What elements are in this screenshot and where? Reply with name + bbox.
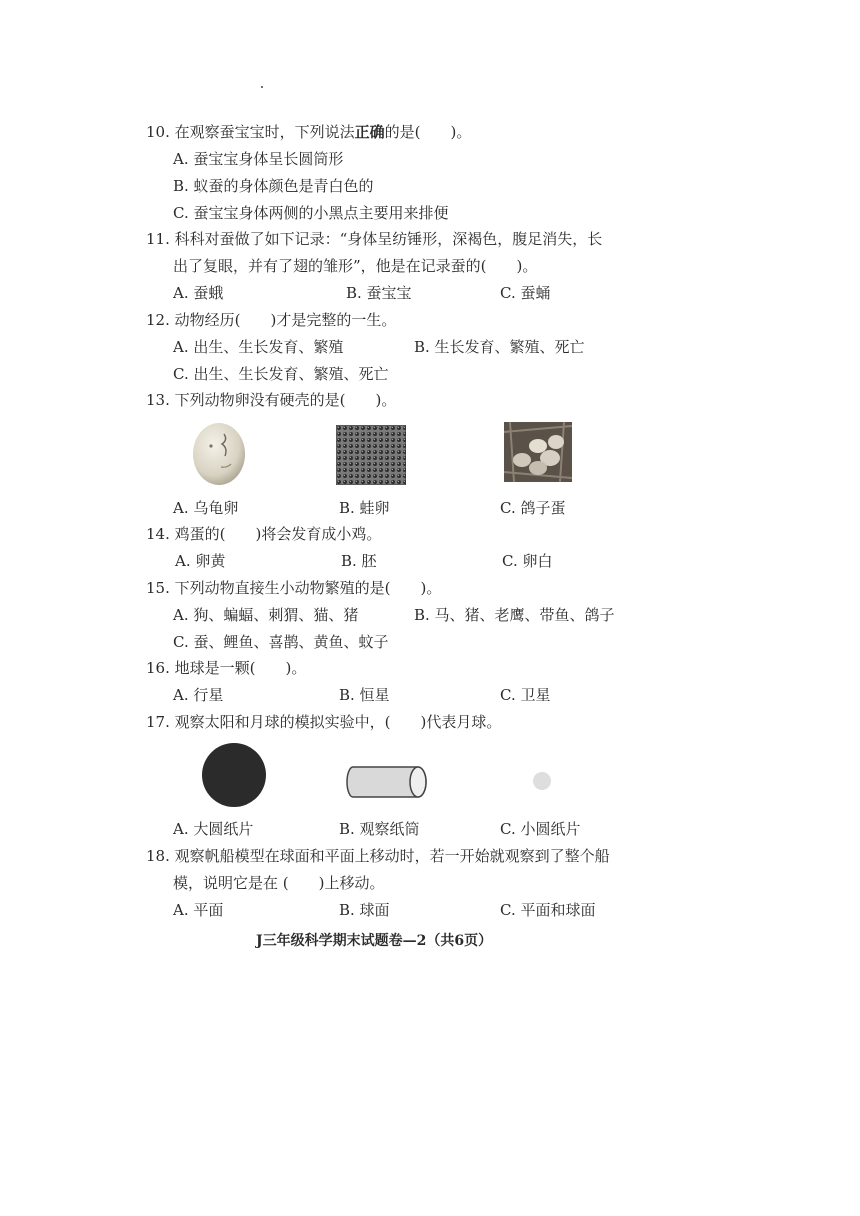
turtle-egg-image — [191, 420, 247, 486]
q11-option-a: A. 蚕蛾 — [173, 284, 224, 302]
q12-option-c: C. 出生、生长发育、繁殖、死亡 — [173, 365, 389, 383]
frog-eggs-image — [336, 425, 406, 485]
q14-option-c: C. 卵白 — [502, 552, 553, 570]
q17-option-b: B. 观察纸筒 — [339, 820, 420, 838]
q14-option-b: B. 胚 — [341, 552, 377, 570]
stray-dot — [261, 86, 263, 88]
small-disc-image — [532, 771, 552, 791]
q16-option-b: B. 恒星 — [339, 686, 390, 704]
q11-option-c: C. 蚕蛹 — [500, 284, 551, 302]
q18-option-a: A. 平面 — [173, 901, 224, 919]
q18-option-c: C. 平面和球面 — [500, 901, 596, 919]
q16-option-c: C. 卫星 — [500, 686, 551, 704]
q15-stem: 15. 下列动物直接生小动物繁殖的是( )。 — [146, 579, 442, 597]
q13-option-b: B. 蛙卵 — [339, 499, 390, 517]
q18-stem-line1: 18. 观察帆船模型在球面和平面上移动时，若一开始就观察到了整个船 — [146, 847, 610, 865]
q13-option-a: A. 乌龟卵 — [173, 499, 239, 517]
q18-stem-line2: 模，说明它是在 ( )上移动。 — [173, 874, 385, 892]
q10-stem: 10. 在观察蚕宝宝时，下列说法正确的是( )。 — [146, 123, 472, 141]
q17-option-a: A. 大圆纸片 — [173, 820, 254, 838]
q11-stem-line1: 11. 科科对蚕做了如下记录：“身体呈纺锤形，深褐色，腹足消失，长 — [146, 230, 603, 248]
q10-option-b: B. 蚁蚕的身体颜色是青白色的 — [173, 177, 374, 195]
q12-option-a: A. 出生、生长发育、繁殖 — [173, 338, 344, 356]
q17-option-c: C. 小圆纸片 — [500, 820, 581, 838]
pigeon-eggs-image — [504, 422, 572, 482]
page-footer: J三年级科学期末试题卷—2（共6页） — [256, 933, 493, 949]
q14-stem: 14. 鸡蛋的( )将会发育成小鸡。 — [146, 525, 382, 543]
q18-option-b: B. 球面 — [339, 901, 390, 919]
q11-stem-line2: 出了复眼，并有了翅的雏形”，他是在记录蚕的( )。 — [173, 257, 538, 275]
q15-option-a: A. 狗、蝙蝠、刺猬、猫、猪 — [173, 606, 359, 624]
q13-stem: 13. 下列动物卵没有硬壳的是( )。 — [146, 391, 397, 409]
q17-stem: 17. 观察太阳和月球的模拟实验中，( )代表月球。 — [146, 713, 502, 731]
emphasis-word: 正确 — [354, 123, 385, 141]
q12-option-b: B. 生长发育、繁殖、死亡 — [414, 338, 585, 356]
q10-option-a: A. 蚕宝宝身体呈长圆筒形 — [173, 150, 344, 168]
large-disc-image — [201, 742, 267, 808]
q16-option-a: A. 行星 — [173, 686, 224, 704]
q12-stem: 12. 动物经历( )才是完整的一生。 — [146, 311, 397, 329]
q14-option-a: A. 卵黄 — [175, 552, 226, 570]
q11-option-b: B. 蚕宝宝 — [346, 284, 412, 302]
q15-option-c: C. 蚕、鲤鱼、喜鹊、黄鱼、蚊子 — [173, 633, 389, 651]
q15-option-b: B. 马、猪、老鹰、带鱼、鸽子 — [414, 606, 615, 624]
q10-option-c: C. 蚕宝宝身体两侧的小黑点主要用来排便 — [173, 204, 449, 222]
tube-image — [346, 765, 428, 799]
q16-stem: 16. 地球是一颗( )。 — [146, 659, 307, 677]
q13-option-c: C. 鸽子蛋 — [500, 499, 566, 517]
